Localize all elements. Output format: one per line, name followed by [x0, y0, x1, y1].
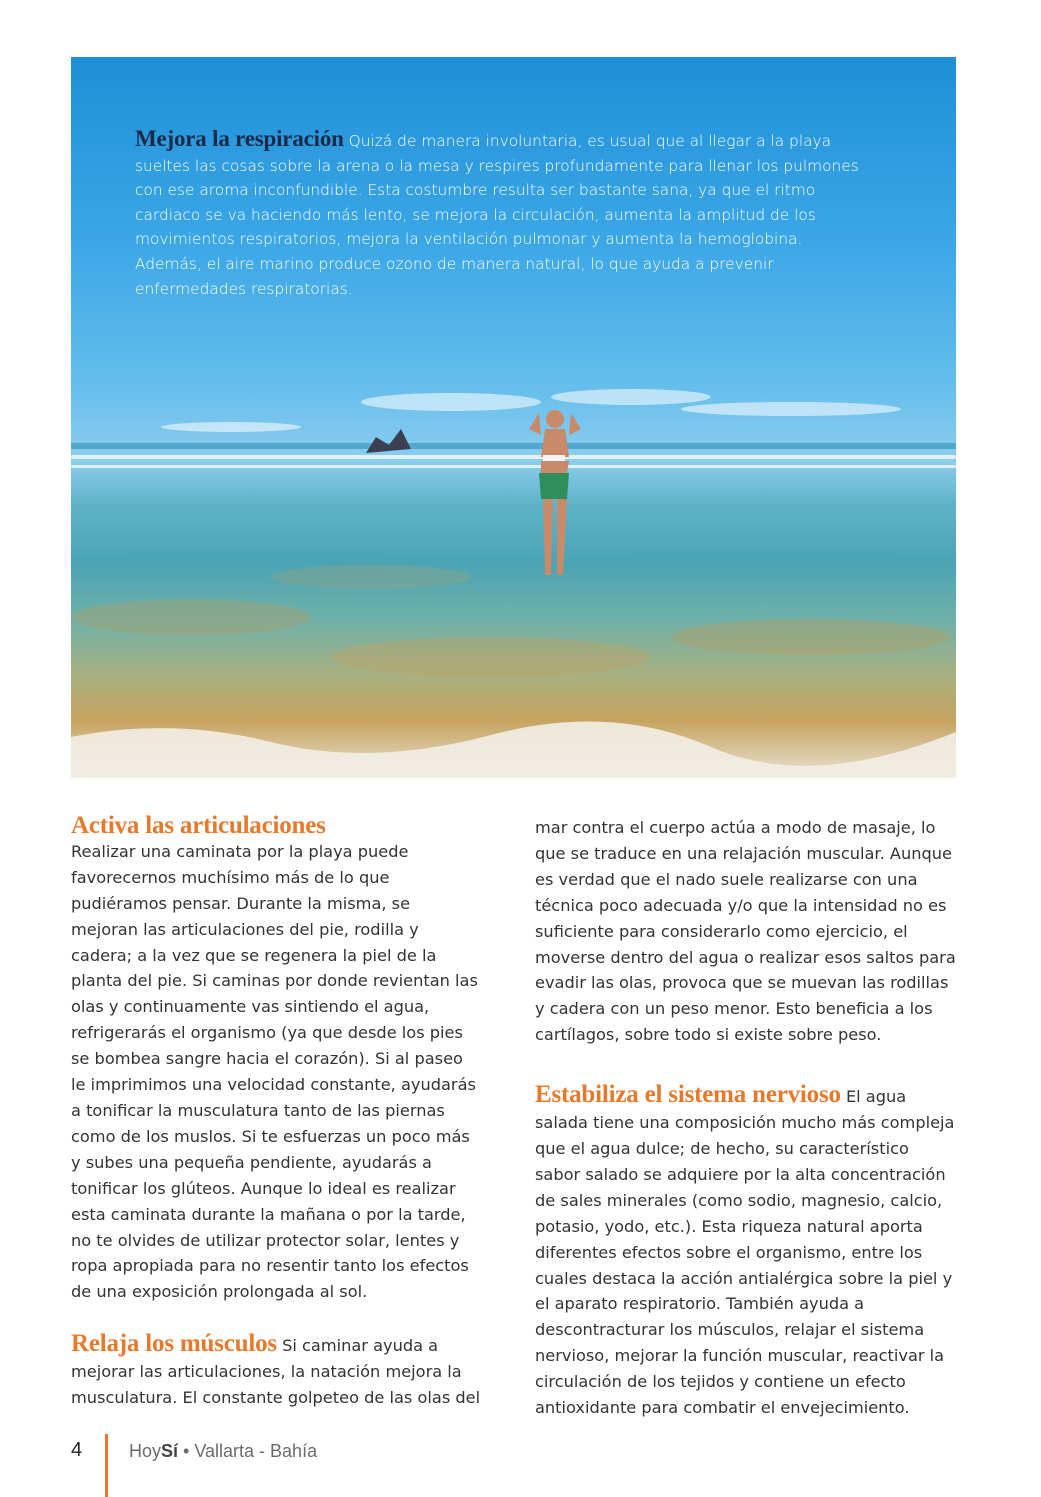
brand-location: Vallarta - Bahía: [194, 1441, 318, 1461]
text-relaja-musculos: Si caminar ayuda a mejorar las articulaciones, la natación mejora la musculatura. El constante golpeteo de las olas del: [71, 1336, 481, 1408]
paragraph-estabiliza-sistema: [535, 1082, 958, 1421]
paragraph-relaja-continued: mar contra el cuerpo actúa a modo de masaje, lo que se traduce en una relajación muscular. Aunque es verdad que el nado suele realizarse con una técnica poco adecuada y/o que la intensidad no es suficiente para considerarlo como ejercicio, el moverse dentro del agua o realizar esos saltos para evadir las olas, provoca que se muevan las rodillas y cadera con un peso menor. Esto beneficia a los cartílagos, sobre todo si existe sobre peso.: [535, 818, 956, 1045]
text-estabiliza-sistema: El agua salada tiene una composición mucho más compleja que el agua dulce; de hecho, su característico sabor salado se adquiere por la alta concentración de sales minerales (como sodio, magnesio, calcio, potasio, yodo, etc.). Esta riqueza natural aporta diferentes efectos sobre el organismo, entre los cuales destaca la acción antialérgica sobre la piel y el aparato respiratorio. También ayuda a descontracturar los músculos, relajar el sistema nervioso, mejorar la función muscular, reactivar la circulación de los tejidos y contiene un efecto antioxidante para combatir el envejecimiento.: [535, 1087, 955, 1418]
left-column: [71, 813, 481, 1411]
hero-paragraph: [135, 127, 865, 301]
water-patches: [71, 565, 951, 677]
hero-photo: [71, 57, 956, 778]
paragraph-activa-articulaciones: Realizar una caminata por la playa puede favorecernos muchísimo más de lo que pudiéramos pensar. Durante la misma, se mejoran las articulaciones del pie, rodilla y cadera; a la vez que se regenera la piel de la planta del pie. Si caminas por donde revientan las olas y continuamente vas sintiendo el agua, refrigerarás el organismo (ya que desde los pies se bombea sangre hacia el corazón). Si al paseo le imprimimos una velocidad constante, ayudarás a tonificar la musculatura tanto de las piernas como de los muslos. Si te esfuerzas un poco más y subes una pequeña pendiente, ayudarás a tonificar los glúteos. Aunque lo ideal es realizar esta caminata durante la mañana o por la tarde, no te olvides de utilizar protector solar, lentes y ropa apropiada para no resentir tanto los efectos de una exposición prolongada al sol.: [71, 841, 478, 1302]
page-number: 4: [71, 1439, 83, 1461]
surf-lines: [71, 455, 956, 468]
heading-activa-articulaciones: Activa las articulaciones: [71, 812, 326, 839]
heading-relaja-musculos: Relaja los músculos: [71, 1330, 277, 1358]
right-column: [535, 815, 958, 1421]
rock-shape: [366, 429, 411, 453]
brand-hoy: Hoy: [129, 1441, 162, 1461]
brand-si: Sí: [161, 1441, 179, 1461]
hero-heading: Mejora la respiración: [135, 126, 344, 151]
heading-estabiliza-sistema: Estabiliza el sistema nervioso: [535, 1081, 841, 1109]
footer-divider: [105, 1434, 108, 1497]
brand-separator: •: [178, 1441, 195, 1461]
clouds: [161, 389, 901, 432]
hero-body: Quizá de manera involuntaria, es usual que al llegar a la playa sueltes las cosas sobre la arena o la mesa y respires profundamente para llenar los pulmones con ese aroma inconfundible. Esta costumbre resulta ser bastante sana, ya que el ritmo cardiaco se va haciendo más lento, se mejora la circulación, aumenta la amplitud de los movimientos respiratorios, mejora la ventilación pulmonar y aumenta la hemoglobina. Además, el aire marino produce ozono de manera natural, lo que ayuda a prevenir enfermedades respiratorias.: [135, 132, 859, 298]
woman-figure: [529, 410, 581, 575]
paragraph-relaja-musculos: [71, 1331, 481, 1411]
publication-name: [129, 1441, 317, 1462]
